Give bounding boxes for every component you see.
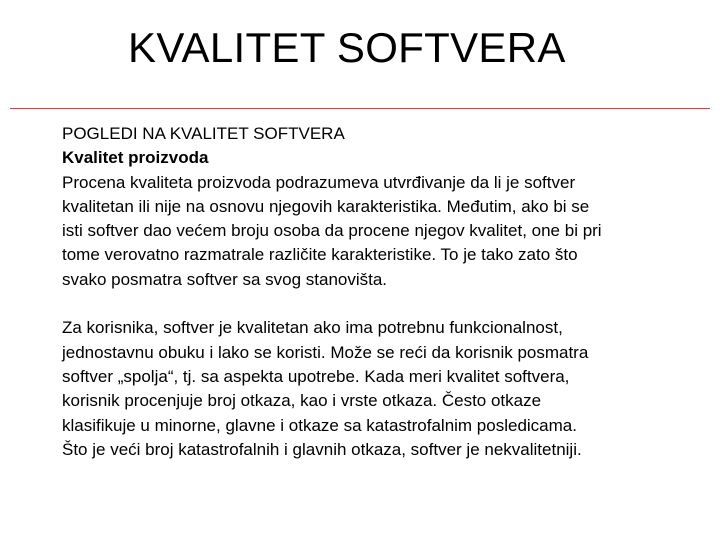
- paragraph-gap: [62, 292, 702, 316]
- paragraph-line: Što je veći broj katastrofalnih i glavnih otkaza, softver je nekvalitetniji.: [62, 439, 582, 459]
- paragraph-line: svako posmatra softver sa svog stanovišta.: [62, 269, 388, 289]
- section-heading: POGLEDI NA KVALITET SOFTVERA: [62, 124, 345, 143]
- paragraph-product-quality: [62, 171, 702, 292]
- paragraph-user-view: [62, 316, 702, 462]
- paragraph-line: korisnik procenjuje broj otkaza, kao i vrste otkaza. Često otkaze: [62, 391, 542, 411]
- paragraph-line: tome verovatno razmatrale različite karakteristike. To je tako zato što: [62, 245, 578, 265]
- paragraph-line: klasifikuje u minorne, glavne i otkaze sa katastrofalnim posledicama.: [62, 415, 577, 435]
- paragraph-line: isti softver dao većem broju osoba da procene njegov kvalitet, one bi pri: [62, 221, 602, 241]
- section-subheading: Kvalitet proizvoda: [62, 148, 209, 168]
- paragraph-line: softver „spolja“, tj. sa aspekta upotrebe. Kada meri kvalitet softvera,: [62, 366, 570, 386]
- paragraph-line: Za korisnika, softver je kvalitetan ako ima potrebnu funkcionalnost,: [62, 318, 563, 338]
- title-divider: [10, 108, 710, 109]
- paragraph-line: Procena kvaliteta proizvoda podrazumeva utvrđivanje da li je softver: [62, 172, 576, 192]
- slide-title: KVALITET SOFTVERA: [128, 24, 566, 71]
- slide-body: [62, 122, 702, 462]
- paragraph-line: jednostavnu obuku i lako se koristi. Može se reći da korisnik posmatra: [62, 342, 589, 362]
- paragraph-line: kvalitetan ili nije na osnovu njegovih karakteristika. Međutim, ako bi se: [62, 196, 590, 216]
